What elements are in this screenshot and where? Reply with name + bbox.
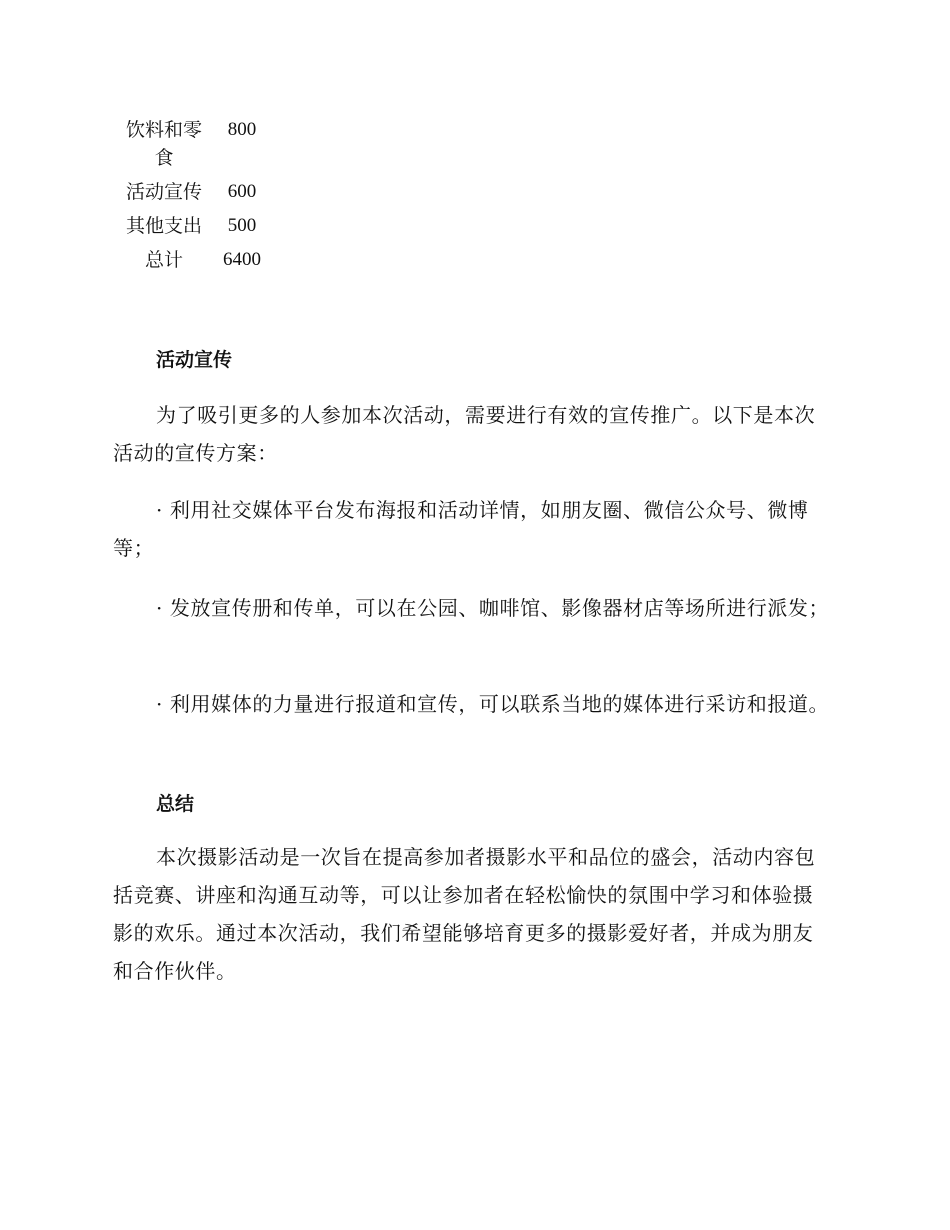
budget-item-cell — [122, 116, 206, 178]
budget-item-label: 活动宣传 — [125, 181, 202, 203]
summary-heading: 总结 — [156, 793, 195, 815]
budget-amount-value: 800 — [227, 119, 257, 140]
budget-amount-value: 500 — [227, 215, 257, 236]
budget-amount-cell — [206, 212, 278, 246]
promotion-heading: 活动宣传 — [156, 349, 233, 371]
budget-item-cell — [122, 212, 206, 246]
budget-table — [122, 116, 278, 280]
promotion-bullet: · 利用媒体的力量进行报道和宣传，可以联系当地的媒体进行采访和报道。 — [156, 692, 830, 716]
budget-amount-value: 600 — [227, 181, 257, 202]
budget-item-label: 饮料和零食 — [125, 119, 202, 169]
budget-amount-cell — [206, 178, 278, 212]
budget-total-value: 6400 — [223, 249, 261, 270]
promotion-intro: 为了吸引更多的人参加本次活动，需要进行有效的宣传推广。以下是本次活动的宣传方案： — [113, 403, 816, 465]
budget-item-cell — [122, 246, 206, 280]
table-row — [122, 212, 278, 246]
table-row — [122, 116, 278, 178]
table-row — [122, 178, 278, 212]
table-row — [122, 246, 278, 280]
budget-amount-cell — [206, 246, 278, 280]
budget-item-label: 其他支出 — [125, 215, 202, 237]
promotion-bullet: · 利用社交媒体平台发布海报和活动详情，如朋友圈、微信公众号、微博等； — [113, 498, 809, 560]
budget-amount-cell — [206, 116, 278, 178]
budget-total-label: 总计 — [144, 249, 183, 271]
summary-body: 本次摄影活动是一次旨在提高参加者摄影水平和品位的盛会，活动内容包括竞赛、讲座和沟通互动等，可以让参加者在轻松愉快的氛围中学习和体验摄影的欢乐。通过本次活动，我们希望能够培育更多的摄影爱好者，并成为朋友和合作伙伴。 — [113, 845, 816, 983]
promotion-bullet: · 发放宣传册和传单，可以在公园、咖啡馆、影像器材店等场所进行派发； — [156, 596, 830, 620]
budget-item-cell — [122, 178, 206, 212]
